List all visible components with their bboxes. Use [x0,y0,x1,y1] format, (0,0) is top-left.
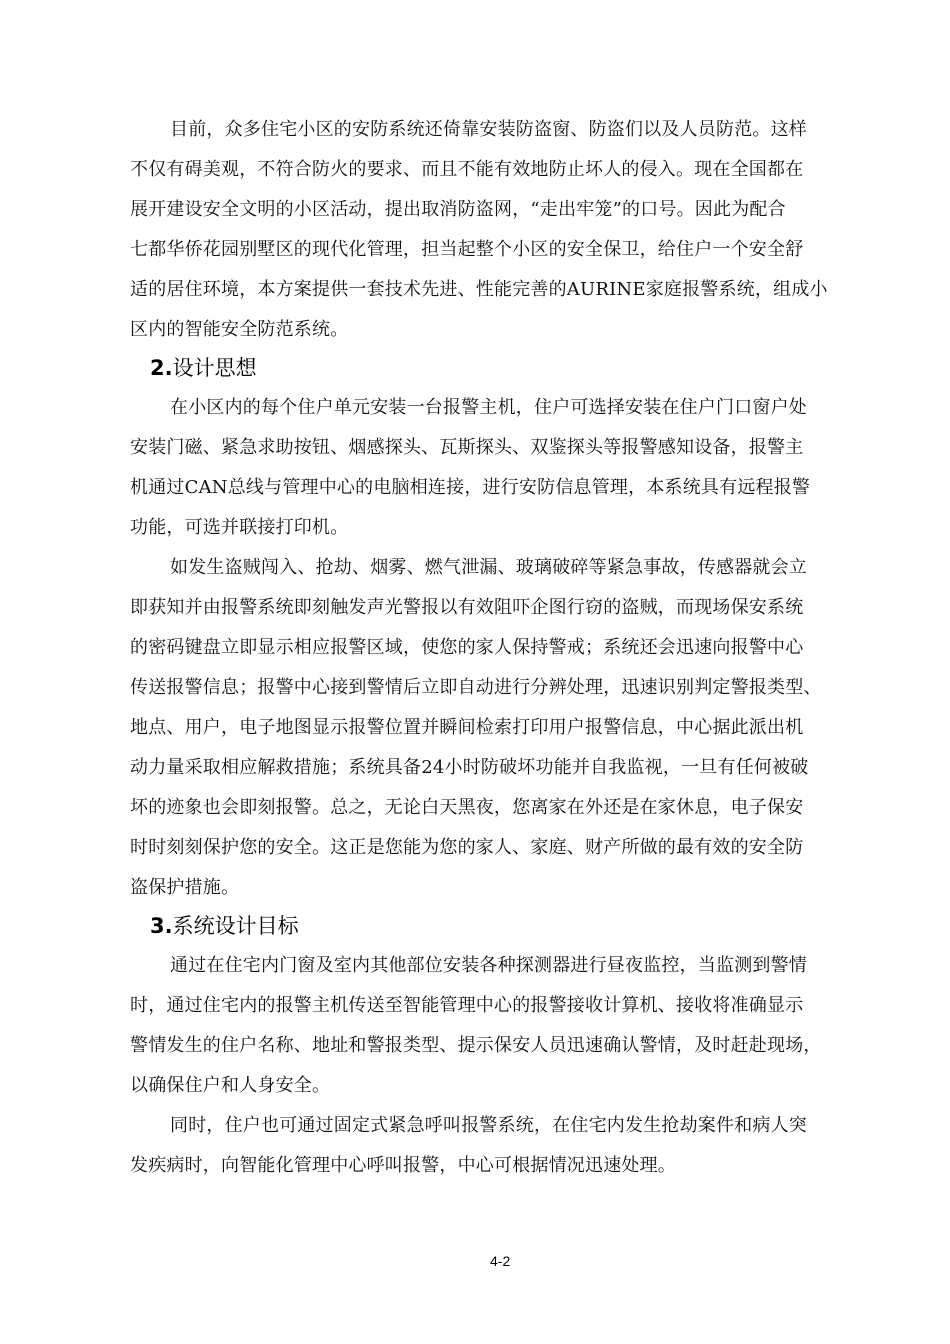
heading-number: 2. [150,356,173,380]
paragraph-line: 七都华侨花园别墅区的现代化管理，担当起整个小区的安全保卫，给住户一个安全舒 [130,239,804,260]
paragraph-line: 时，通过住宅内的报警主机传送至智能管理中心的报警接收计算机、接收将准确显示 [130,995,804,1016]
paragraph-line: 功能，可选并联接打印机。 [130,517,349,538]
paragraph-line: 区内的智能安全防范系统。 [130,319,349,340]
heading-title: 系统设计目标 [172,914,299,938]
paragraph-line: 安装门磁、紧急求助按钮、烟感探头、瓦斯探头、双鉴探头等报警感知设备，报警主 [130,437,804,458]
paragraph-line: 如发生盗贼闯入、抢劫、烟雾、燃气泄漏、玻璃破碎等紧急事故，传感器就会立 [170,557,807,578]
heading-number: 3. [150,914,173,938]
page-number: 4-2 [490,1253,511,1269]
paragraph-line: 以确保住户和人身安全。 [130,1075,331,1096]
section-heading-system-goal [150,912,299,940]
section-heading-design-idea [150,354,257,382]
paragraph-line: 通过在住宅内门窗及室内其他部位安装各种探测器进行昼夜监控，当监测到警情 [170,955,807,976]
paragraph-line: 盗保护措施。 [130,877,240,898]
paragraph-line: 发疾病时，向智能化管理中心呼叫报警，中心可根据情况迅速处理。 [130,1155,676,1176]
heading-title: 设计思想 [172,356,257,380]
paragraph-line: 展开建设安全文明的小区活动，提出取消防盗网，“走出牢笼”的口号。因此为配合 [130,199,786,220]
paragraph-line: 传送报警信息；报警中心接到警情后立即自动进行分辨处理，迅速识别判定警报类型、 [130,677,822,698]
paragraph-line: 同时，住户也可通过固定式紧急呼叫报警系统，在住宅内发生抢劫案件和病人突 [170,1115,807,1136]
paragraph-line: 的密码键盘立即显示相应报警区域，使您的家人保持警戒；系统还会迅速向报警中心 [130,637,804,658]
paragraph-line: 警情发生的住户名称、地址和警报类型、提示保安人员迅速确认警情，及时赶赴现场， [130,1035,822,1056]
paragraph-line: 地点、用户，电子地图显示报警位置并瞬间检索打印用户报警信息，中心据此派出机 [130,717,804,738]
paragraph-line: 目前，众多住宅小区的安防系统还倚靠安装防盗窗、防盗们以及人员防范。这样 [170,119,807,140]
paragraph-line: 不仅有碍美观，不符合防火的要求、而且不能有效地防止坏人的侵入。现在全国都在 [130,159,804,180]
paragraph-line: 机通过CAN总线与管理中心的电脑相连接，进行安防信息管理，本系统具有远程报警 [130,477,811,498]
paragraph-line: 即获知并由报警系统即刻触发声光警报以有效阻吓企图行窃的盗贼，而现场保安系统 [130,597,804,618]
paragraph-line: 在小区内的每个住户单元安装一台报警主机，住户可选择安装在住户门口窗户处 [170,397,807,418]
paragraph-line: 坏的迹象也会即刻报警。总之，无论白天黑夜，您离家在外还是在家休息，电子保安 [130,797,804,818]
paragraph-line: 时时刻刻保护您的安全。这正是您能为您的家人、家庭、财产所做的最有效的安全防 [130,837,804,858]
paragraph-line: 动力量采取相应解救措施；系统具备24小时防破坏功能并自我监视，一旦有任何被破 [130,757,809,778]
paragraph-line: 适的居住环境，本方案提供一套技术先进、性能完善的AURINE家庭报警系统，组成小 [130,279,828,300]
